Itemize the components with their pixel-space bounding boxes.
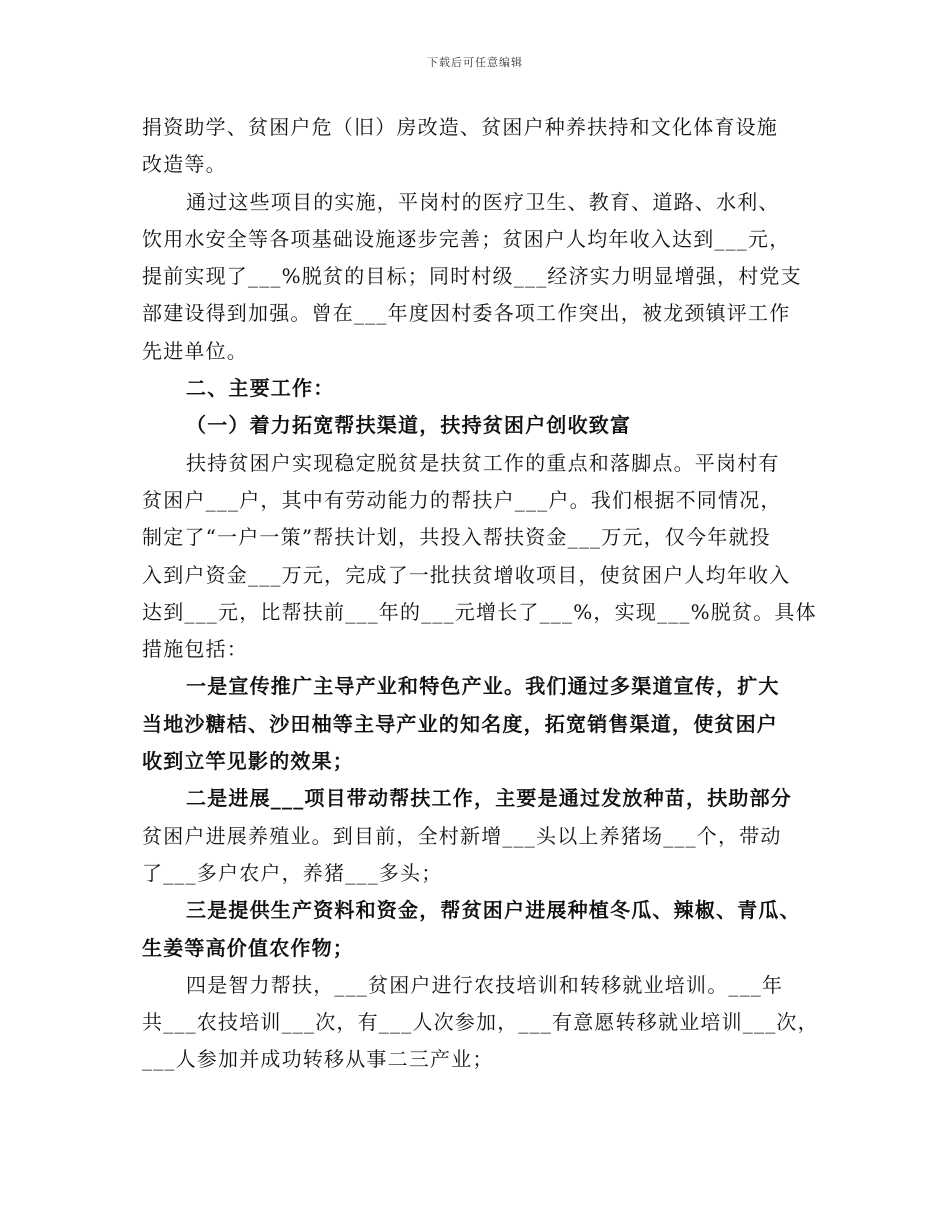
document-body xyxy=(142,109,819,1079)
text-line: 了___多户农户，养猪___多头； xyxy=(142,860,443,885)
text-line: 二、主要工作： xyxy=(186,376,335,401)
text-line: 二是进展___项目带动帮扶工作，主要是通过发放种苗，扶助部分 xyxy=(186,786,792,811)
text-line: 扶持贫困户实现稳定脱贫是扶贫工作的重点和落脚点。平岗村有 xyxy=(186,450,780,475)
text-line: 捐资助学、贫困户危（旧）房改造、贫困户种养扶持和文化体育设施 xyxy=(142,115,778,139)
text-line: 措施包括： xyxy=(142,637,248,662)
text-line: 一是宣传推广主导产业和特色产业。我们通过多渠道宣传，扩大 xyxy=(186,674,780,699)
text-line: 共___农技培训___次，有___人次参加，___有意愿转移就业培训___次， xyxy=(142,1010,819,1035)
page-header: 下载后可任意编辑 xyxy=(427,56,523,69)
text-line: 改造等。 xyxy=(142,152,227,177)
text-line: 入到户资金___万元，完成了一批扶贫增收项目，使贫困户人均年收入 xyxy=(142,562,791,587)
text-line: 四是智力帮扶，___贫困户进行农技培训和转移就业培训。___年 xyxy=(186,972,784,997)
text-line: 贫困户___户，其中有劳动能力的帮扶户___户。我们根据不同情况， xyxy=(142,487,782,512)
text-line: 收到立竿见影的效果； xyxy=(142,749,354,774)
text-line: 先进单位。 xyxy=(142,338,248,363)
text-line: 三是提供生产资料和资金，帮贫困户进展种植冬瓜、辣椒、青瓜、 xyxy=(186,898,801,923)
text-line: 当地沙糖桔、沙田柚等主导产业的知名度，拓宽销售渠道，使贫困户 xyxy=(142,711,778,736)
text-line: ___人参加并成功转移从事二三产业； xyxy=(142,1047,494,1072)
text-line: 通过这些项目的实施，平岗村的医疗卫生、教育、道路、水利、 xyxy=(186,189,780,214)
text-line: 贫困户进展养殖业。到目前，全村新增___头以上养猪场___个，带动 xyxy=(142,823,782,848)
text-line: 制定了“一户一策”帮扶计划，共投入帮扶资金___万元，仅今年就投 xyxy=(142,525,771,550)
text-line: 达到___元，比帮扶前___年的___元增长了___%，实现___%脱贫。具体 xyxy=(142,599,817,624)
text-line: （一）着力拓宽帮扶渠道，扶持贫困户创收致富 xyxy=(186,413,632,438)
text-line: 生姜等高价值农作物； xyxy=(142,935,354,960)
text-line: 饮用水安全等各项基础设施逐步完善；贫困户人均年收入达到___元， xyxy=(142,226,791,251)
text-line: 部建设得到加强。曾在___年度因村委各项工作突出，被龙颈镇评工作 xyxy=(142,301,791,326)
text-line: 提前实现了___%脱贫的目标；同时村级___经济实力明显增强，村党支 xyxy=(142,264,802,289)
